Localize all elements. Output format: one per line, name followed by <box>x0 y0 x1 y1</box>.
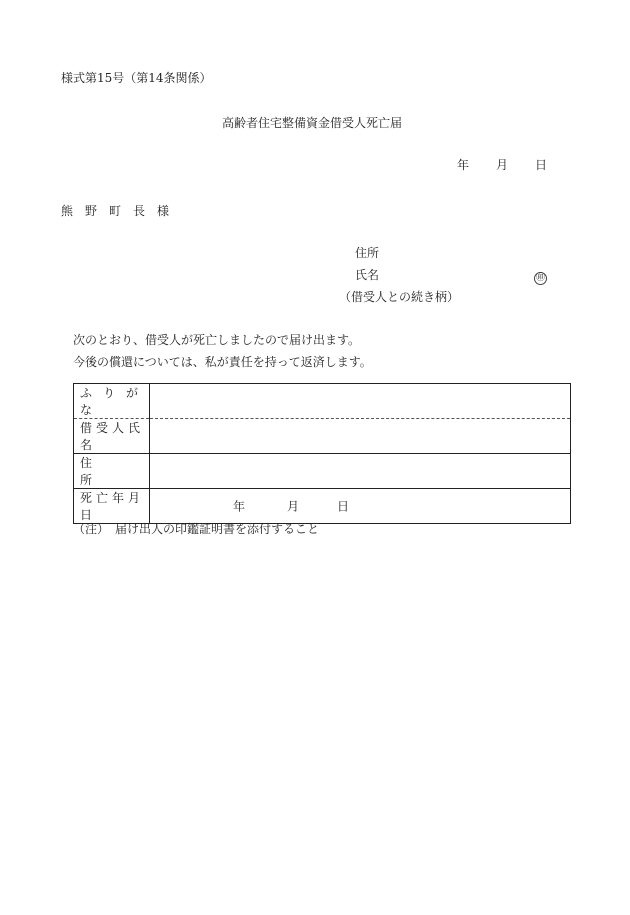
furigana-label-cell <box>74 384 150 419</box>
date-day: 日 <box>535 158 548 172</box>
body-line-1: 次のとおり、借受人が死亡しましたので届け出ます。 <box>73 333 361 347</box>
seal-icon <box>534 268 547 285</box>
date-month: 月 <box>496 158 509 172</box>
footnote: （注） 届け出人の印鑑証明書を添付すること <box>73 522 320 536</box>
applicant-name-label: 氏名 <box>355 268 380 282</box>
table-row-furigana <box>74 384 571 419</box>
deceased-info-table <box>73 383 571 524</box>
address-field[interactable] <box>150 454 571 489</box>
addressee: 熊 野 町 長 様 <box>61 204 170 218</box>
death-month: 月 <box>287 499 300 514</box>
furigana-field[interactable] <box>150 384 571 419</box>
borrower-name-field[interactable] <box>150 419 571 454</box>
body-line-2: 今後の償還については、私が責任を持って返済します。 <box>73 355 372 369</box>
death-day: 日 <box>337 499 350 514</box>
table-row-death-date <box>74 489 571 524</box>
seal-mark: ㊞ <box>535 273 545 283</box>
furigana-label: ふりがな <box>80 386 150 417</box>
table-row-address <box>74 454 571 489</box>
death-date-field[interactable] <box>150 489 571 524</box>
form-number: 様式第15号（第14条関係） <box>61 71 212 85</box>
address-label: 住所 <box>80 456 145 487</box>
date-year: 年 <box>457 158 470 172</box>
death-date-label: 死亡年月日 <box>80 491 145 522</box>
document-title: 高齢者住宅整備資金借受人死亡届 <box>222 116 403 130</box>
applicant-address-label: 住所 <box>355 246 380 260</box>
address-label-cell <box>74 454 150 489</box>
death-year: 年 <box>233 499 246 514</box>
table-row-name <box>74 419 571 454</box>
borrower-name-label: 借受人氏名 <box>80 421 145 452</box>
relation-label: （借受人との続き柄） <box>339 290 460 304</box>
name-label-cell <box>74 419 150 454</box>
death-date-label-cell <box>74 489 150 524</box>
